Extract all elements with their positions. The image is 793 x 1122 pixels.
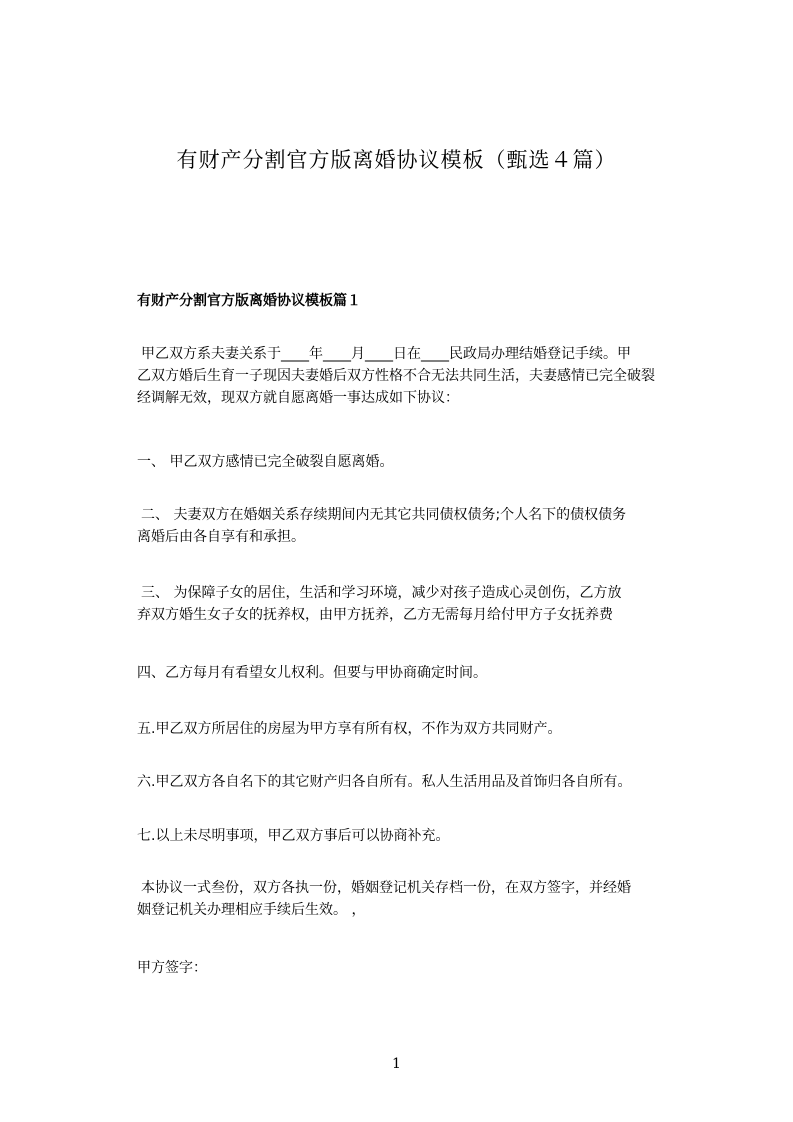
text-line: 四、乙方每月有看望女儿权利。但要与甲协商确定时间。 — [137, 665, 487, 681]
text-line: 三、 为保障子女的居住，生活和学习环境，减少对孩子造成心灵创伤，乙方放 — [141, 585, 622, 601]
paragraph-clause-1 — [137, 451, 717, 473]
text-line: 乙双方婚后生育一子现因夫妻婚后双方性格不合无法共同生活，夫妻感情已完全破裂 — [137, 368, 655, 384]
paragraph-clause-2 — [137, 504, 717, 548]
section-title: 有财产分割官方版离婚协议模板篇１ — [137, 293, 361, 309]
paragraph-clause-7 — [137, 825, 717, 847]
paragraph-agreement-copies — [137, 877, 717, 921]
text-line: 本协议一式叁份，双方各执一份，婚姻登记机关存档一份，在双方签字，并经婚 — [141, 880, 631, 896]
signature-line-party-a — [137, 957, 717, 979]
document-title: 有财产分割官方版离婚协议模板（甄选４篇） — [176, 148, 617, 172]
paragraph-clause-4 — [137, 662, 717, 684]
text-line: 离婚后由各自享有和承担。 — [137, 529, 305, 545]
page-number: 1 — [392, 1056, 401, 1072]
paragraph-clause-5 — [137, 718, 717, 740]
paragraph-clause-3 — [137, 582, 717, 626]
paragraph-clause-6 — [137, 771, 717, 793]
text-line: 弃双方婚生女子女的抚养权，由甲方抚养，乙方无需每月给付甲方子女抚养费 — [137, 607, 613, 623]
text-line: 经调解无效，现双方就自愿离婚一事达成如下协议： — [137, 390, 459, 406]
paragraph-intro — [137, 343, 717, 409]
text-line: 姻登记机关办理相应手续后生效。 ， — [137, 902, 366, 918]
text-line: 七.以上未尽明事项，甲乙双方事后可以协商补充。 — [137, 828, 450, 844]
text-line: 甲方签字： — [137, 960, 207, 976]
text-line: 六.甲乙双方各自名下的其它财产归各自所有。私人生活用品及首饰归各自所有。 — [137, 774, 632, 790]
text-line: 一、 甲乙双方感情已完全破裂自愿离婚。 — [137, 454, 394, 470]
text-line: 二、 夫妻双方在婚姻关系存续期间内无其它共同债权债务;个人名下的债权债务 — [141, 507, 627, 523]
text-line: 五.甲乙双方所居住的房屋为甲方享有所有权，不作为双方共同财产。 — [137, 721, 562, 737]
text-line: 甲乙双方系夫妻关系于____年____月____日在____民政局办理结婚登记手续。甲 — [141, 346, 631, 362]
